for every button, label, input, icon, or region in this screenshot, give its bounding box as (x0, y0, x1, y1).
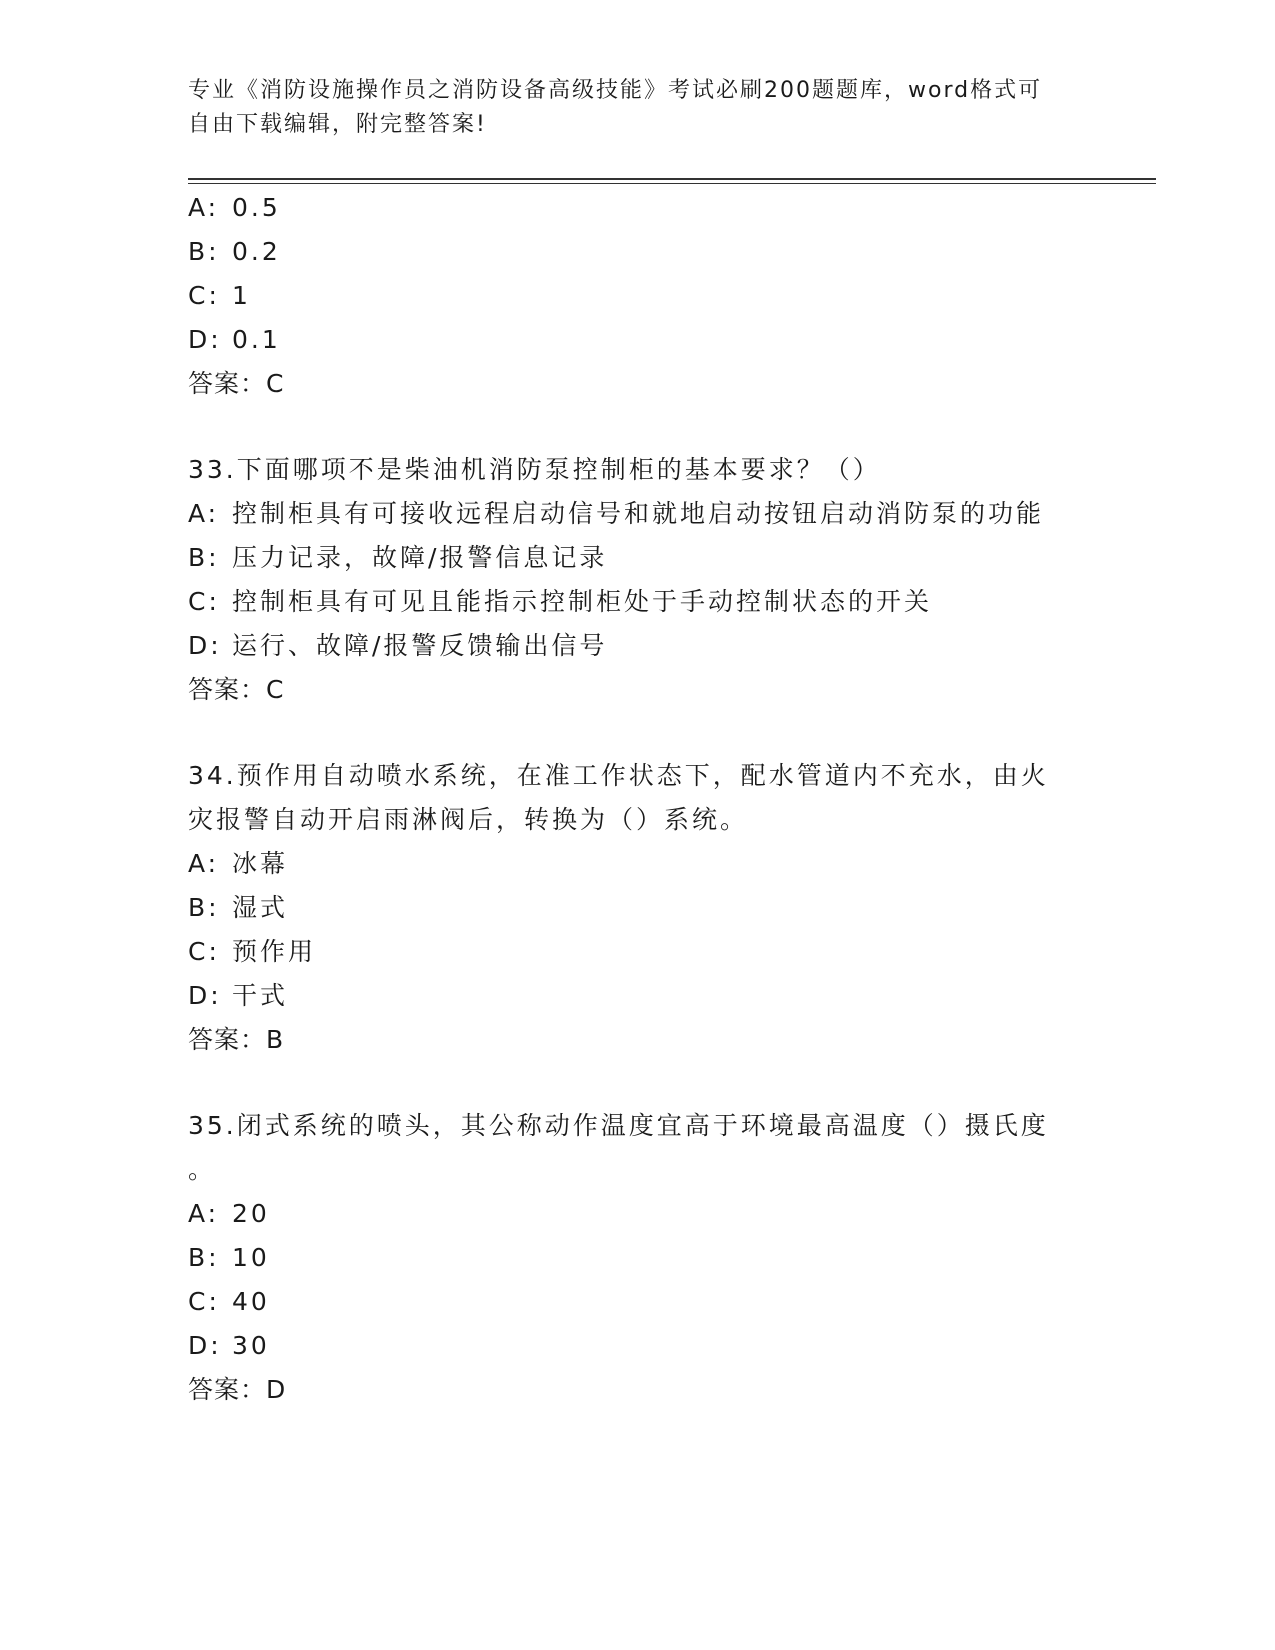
header-divider-thick (188, 178, 1156, 180)
prev-option-b (188, 237, 281, 267)
option-key: A: (188, 499, 220, 528)
option-key: A: (188, 193, 220, 222)
q35-option-c (188, 1287, 270, 1317)
q34-option-d (188, 981, 288, 1011)
q34-option-a (188, 849, 288, 879)
option-key: C: (188, 587, 220, 616)
option-key: A: (188, 1199, 220, 1228)
option-key: D: (188, 325, 222, 354)
option-key: B: (188, 543, 220, 572)
q34-stem-line-2: 灾报警自动开启雨淋阀后，转换为（）系统。 (188, 805, 749, 834)
option-text: 0.5 (232, 193, 281, 222)
q35-option-b (188, 1243, 270, 1273)
q33-option-c (188, 587, 932, 617)
option-key: D: (188, 631, 222, 660)
option-key: B: (188, 893, 220, 922)
q34-answer: 答案：B (188, 1025, 285, 1054)
prev-option-d (188, 325, 281, 355)
prev-answer: 答案：C (188, 369, 285, 398)
prev-option-a (188, 193, 281, 223)
option-key: B: (188, 237, 220, 266)
option-text: 30 (232, 1331, 270, 1360)
option-key: C: (188, 937, 220, 966)
q33-stem: 33.下面哪项不是柴油机消防泵控制柜的基本要求？（） (188, 455, 881, 484)
q34-stem-line-1: 34.预作用自动喷水系统，在准工作状态下，配水管道内不充水，由火 (188, 761, 1049, 790)
document-header (188, 74, 1088, 142)
option-key: D: (188, 1331, 222, 1360)
q35-option-a (188, 1199, 270, 1229)
option-text: 运行、故障/报警反馈输出信号 (232, 631, 608, 660)
q33-answer: 答案：C (188, 675, 285, 704)
option-text: 压力记录，故障/报警信息记录 (232, 543, 608, 572)
option-key: C: (188, 281, 220, 310)
q34-option-b (188, 893, 288, 923)
option-key: B: (188, 1243, 220, 1272)
option-text: 预作用 (232, 937, 317, 966)
q34-option-c (188, 937, 316, 967)
q35-answer: 答案：D (188, 1375, 287, 1404)
q33-option-a (188, 499, 1044, 529)
header-divider-thin (188, 183, 1156, 184)
option-text: 冰幕 (232, 849, 289, 878)
q33-option-d (188, 631, 607, 661)
q35-stem-line-1: 35.闭式系统的喷头，其公称动作温度宜高于环境最高温度（）摄氏度 (188, 1111, 1049, 1140)
option-text: 1 (232, 281, 251, 310)
header-line-2: 自由下载编辑，附完整答案! (188, 112, 487, 137)
option-text: 0.1 (232, 325, 281, 354)
prev-option-c (188, 281, 251, 311)
option-key: C: (188, 1287, 220, 1316)
option-text: 干式 (232, 981, 289, 1010)
option-text: 0.2 (232, 237, 281, 266)
q33-option-b (188, 543, 607, 573)
option-key: D: (188, 981, 222, 1010)
option-key: A: (188, 849, 220, 878)
option-text: 10 (232, 1243, 270, 1272)
q35-stem-line-2: 。 (188, 1155, 217, 1184)
option-text: 40 (232, 1287, 270, 1316)
option-text: 湿式 (232, 893, 289, 922)
option-text: 控制柜具有可接收远程启动信号和就地启动按钮启动消防泵的功能 (232, 499, 1045, 528)
option-text: 控制柜具有可见且能指示控制柜处于手动控制状态的开关 (232, 587, 933, 616)
header-line-1: 专业《消防设施操作员之消防设备高级技能》考试必刷200题题库，word格式可 (188, 78, 1043, 103)
q35-option-d (188, 1331, 270, 1361)
option-text: 20 (232, 1199, 270, 1228)
